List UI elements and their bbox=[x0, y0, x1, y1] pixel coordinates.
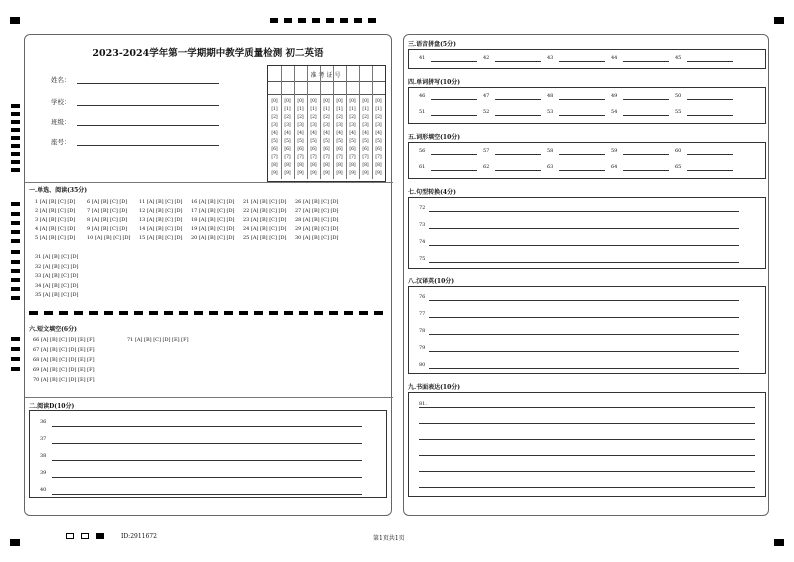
mc-question-row[interactable]: 9 [A] [B] [C] [D] bbox=[87, 226, 128, 232]
mc-question-row[interactable]: 33 [A] [B] [C] [D] bbox=[35, 273, 79, 279]
s6-question-row[interactable]: 67 [A] [B] [C] [D] [E] [F] bbox=[33, 347, 95, 353]
exam-digit-bubble[interactable]: [8] bbox=[336, 163, 343, 168]
exam-digit-bubble[interactable]: [0] bbox=[349, 99, 356, 104]
answer-line[interactable] bbox=[429, 262, 739, 263]
exam-digit-bubble[interactable]: [0] bbox=[336, 99, 343, 104]
exam-digit-bubble[interactable]: [7] bbox=[297, 155, 304, 160]
fill-number: 61 bbox=[419, 164, 426, 170]
writing-line[interactable] bbox=[419, 423, 755, 424]
exam-digit-bubble[interactable]: [4] bbox=[284, 131, 291, 136]
section7-label: 七.句型转换(4分) bbox=[408, 189, 456, 196]
exam-digit-bubble[interactable]: [0] bbox=[323, 99, 330, 104]
mc-question-row[interactable]: 19 [A] [B] [C] [D] bbox=[191, 226, 235, 232]
mc-question-row[interactable]: 28 [A] [B] [C] [D] bbox=[295, 217, 339, 223]
reading-d-number: 38 bbox=[40, 453, 47, 459]
mc-question-row[interactable]: 8 [A] [B] [C] [D] bbox=[87, 217, 128, 223]
line-number: 77 bbox=[419, 311, 426, 317]
footer-id: ID:2911672 bbox=[121, 533, 157, 540]
exam-digit-bubble[interactable]: [8] bbox=[349, 163, 356, 168]
reading-d-line[interactable] bbox=[52, 443, 362, 444]
student-info bbox=[51, 75, 251, 155]
exam-digit-bubble[interactable]: [8] bbox=[362, 163, 369, 168]
fill-number: 42 bbox=[483, 55, 490, 61]
exam-digit-bubble[interactable]: [1] bbox=[297, 107, 304, 112]
mc-question-row[interactable]: 6 [A] [B] [C] [D] bbox=[87, 199, 128, 205]
line-number: 75 bbox=[419, 256, 426, 262]
mc-question-row[interactable]: 11 [A] [B] [C] [D] bbox=[139, 199, 183, 205]
line-number: 80 bbox=[419, 362, 426, 368]
exam-digit-bubble[interactable]: [8] bbox=[323, 163, 330, 168]
line-number: 73 bbox=[419, 222, 426, 228]
exam-digit-bubble[interactable]: [9] bbox=[375, 171, 382, 176]
section5-label: 五.词形填空(10分) bbox=[408, 134, 461, 141]
line-number: 79 bbox=[419, 345, 426, 351]
fill-line[interactable] bbox=[623, 61, 669, 62]
exam-digit-bubble[interactable]: [8] bbox=[271, 163, 278, 168]
mc-question-row[interactable]: 10 [A] [B] [C] [D] bbox=[87, 235, 131, 241]
exam-digit-bubble[interactable]: [9] bbox=[271, 171, 278, 176]
exam-digit-bubble[interactable]: [9] bbox=[284, 171, 291, 176]
fill-number: 46 bbox=[419, 93, 426, 99]
class-label: 班级： bbox=[51, 118, 71, 126]
exam-digit-bubble[interactable]: [7] bbox=[284, 155, 291, 160]
reading-d-box bbox=[29, 410, 387, 498]
exam-digit-bubble[interactable]: [2] bbox=[271, 115, 278, 120]
exam-digit-bubble[interactable]: [0] bbox=[297, 99, 304, 104]
exam-digit-bubble[interactable]: [6] bbox=[362, 147, 369, 152]
mc-question-row[interactable]: 3 [A] [B] [C] [D] bbox=[35, 217, 76, 223]
exam-digit-bubble[interactable]: [7] bbox=[336, 155, 343, 160]
mc-question-row[interactable]: 26 [A] [B] [C] [D] bbox=[295, 199, 339, 205]
section3-label: 三.语音拼盘(5分) bbox=[408, 41, 456, 48]
exam-digit-bubble[interactable]: [6] bbox=[349, 147, 356, 152]
name-field[interactable] bbox=[77, 83, 219, 84]
exam-digit-bubble[interactable]: [7] bbox=[323, 155, 330, 160]
fill-line[interactable] bbox=[495, 170, 541, 171]
fill-line[interactable] bbox=[623, 154, 669, 155]
exam-digit-bubble[interactable]: [8] bbox=[284, 163, 291, 168]
fill-number: 55 bbox=[675, 109, 682, 115]
exam-digit-bubble[interactable]: [5] bbox=[323, 139, 330, 144]
fill-number: 58 bbox=[547, 148, 554, 154]
mc-question-row[interactable]: 25 [A] [B] [C] [D] bbox=[243, 235, 287, 241]
fill-number: 52 bbox=[483, 109, 490, 115]
s4-box bbox=[408, 87, 766, 124]
fill-line[interactable] bbox=[431, 61, 477, 62]
exam-digit-bubble[interactable]: [0] bbox=[375, 99, 382, 104]
fill-number: 62 bbox=[483, 164, 490, 170]
fill-number: 60 bbox=[675, 148, 682, 154]
exam-digit-bubble[interactable]: [1] bbox=[310, 107, 317, 112]
exam-digit-bubble[interactable]: [4] bbox=[323, 131, 330, 136]
footer-boxes bbox=[66, 533, 106, 541]
exam-digit-bubble[interactable]: [2] bbox=[310, 115, 317, 120]
fill-line[interactable] bbox=[623, 115, 669, 116]
exam-digit-bubble[interactable]: [3] bbox=[271, 123, 278, 128]
answer-line[interactable] bbox=[429, 317, 739, 318]
exam-digit-bubble[interactable]: [7] bbox=[310, 155, 317, 160]
fill-number: 47 bbox=[483, 93, 490, 99]
exam-digit-bubble[interactable]: [5] bbox=[336, 139, 343, 144]
exam-digit-bubble[interactable]: [4] bbox=[310, 131, 317, 136]
s3-box bbox=[408, 49, 766, 69]
reading-d-number: 40 bbox=[40, 487, 47, 493]
exam-digit-bubble[interactable]: [2] bbox=[375, 115, 382, 120]
exam-number-grid[interactable] bbox=[267, 65, 386, 182]
line-number: 72 bbox=[419, 205, 426, 211]
fill-line[interactable] bbox=[495, 61, 541, 62]
exam-digit-bubble[interactable]: [4] bbox=[297, 131, 304, 136]
writing-line[interactable] bbox=[419, 471, 755, 472]
exam-digit-bubble[interactable]: [1] bbox=[336, 107, 343, 112]
answer-line[interactable] bbox=[429, 228, 739, 229]
mc-question-row[interactable]: 12 [A] [B] [C] [D] bbox=[139, 208, 183, 214]
answer-line[interactable] bbox=[429, 351, 739, 352]
exam-digit-bubble[interactable]: [4] bbox=[375, 131, 382, 136]
left-panel bbox=[24, 34, 392, 516]
section2-label: 二.阅读D(10分) bbox=[29, 403, 75, 410]
mc-question-row[interactable]: 2 [A] [B] [C] [D] bbox=[35, 208, 76, 214]
fill-number: 64 bbox=[611, 164, 618, 170]
page-title: 2023-2024学年第一学期期中教学质量检测 初二英语 bbox=[92, 48, 324, 59]
mc-question-row[interactable]: 17 [A] [B] [C] [D] bbox=[191, 208, 235, 214]
s7-box bbox=[408, 197, 766, 269]
writing-line[interactable] bbox=[419, 439, 755, 440]
exam-digit-bubble[interactable]: [0] bbox=[271, 99, 278, 104]
s6-question-row[interactable]: 66 [A] [B] [C] [D] [E] [F] bbox=[33, 337, 95, 343]
exam-digit-bubble[interactable]: [3] bbox=[336, 123, 343, 128]
fill-number: 63 bbox=[547, 164, 554, 170]
exam-digit-bubble[interactable]: [9] bbox=[362, 171, 369, 176]
class-field[interactable] bbox=[77, 125, 219, 126]
s6-question-row[interactable]: 68 [A] [B] [C] [D] [E] [F] bbox=[33, 357, 95, 363]
exam-digit-bubble[interactable]: [6] bbox=[310, 147, 317, 152]
mc-question-row[interactable]: 24 [A] [B] [C] [D] bbox=[243, 226, 287, 232]
mc-question-row[interactable]: 20 [A] [B] [C] [D] bbox=[191, 235, 235, 241]
exam-digit-bubble[interactable]: [0] bbox=[362, 99, 369, 104]
answer-line[interactable] bbox=[429, 211, 739, 212]
exam-digit-bubble[interactable]: [1] bbox=[349, 107, 356, 112]
fill-number: 49 bbox=[611, 93, 618, 99]
fill-line[interactable] bbox=[623, 99, 669, 100]
seat-field[interactable] bbox=[77, 145, 219, 146]
exam-digit-bubble[interactable]: [5] bbox=[284, 139, 291, 144]
exam-digit-bubble[interactable]: [5] bbox=[297, 139, 304, 144]
exam-digit-bubble[interactable]: [0] bbox=[310, 99, 317, 104]
exam-digit-bubble[interactable]: [6] bbox=[271, 147, 278, 152]
fill-number: 65 bbox=[675, 164, 682, 170]
exam-digit-bubble[interactable]: [2] bbox=[297, 115, 304, 120]
exam-digit-bubble[interactable]: [1] bbox=[284, 107, 291, 112]
fill-line[interactable] bbox=[431, 99, 477, 100]
mc-question-row[interactable]: 15 [A] [B] [C] [D] bbox=[139, 235, 183, 241]
exam-digit-bubble[interactable]: [5] bbox=[310, 139, 317, 144]
mc-question-row[interactable]: 29 [A] [B] [C] [D] bbox=[295, 226, 339, 232]
reading-d-number: 37 bbox=[40, 436, 47, 442]
exam-digit-bubble[interactable]: [2] bbox=[323, 115, 330, 120]
exam-digit-bubble[interactable]: [7] bbox=[349, 155, 356, 160]
mc-question-row[interactable]: 13 [A] [B] [C] [D] bbox=[139, 217, 183, 223]
exam-digit-bubble[interactable]: [9] bbox=[336, 171, 343, 176]
reading-d-number: 36 bbox=[40, 419, 47, 425]
mc-question-row[interactable]: 4 [A] [B] [C] [D] bbox=[35, 226, 76, 232]
fill-line[interactable] bbox=[559, 115, 605, 116]
mc-question-row[interactable]: 30 [A] [B] [C] [D] bbox=[295, 235, 339, 241]
reading-d-line[interactable] bbox=[52, 460, 362, 461]
corner-mark bbox=[774, 539, 784, 546]
mc-question-row[interactable]: 1 [A] [B] [C] [D] bbox=[35, 199, 76, 205]
exam-digit-bubble[interactable]: [4] bbox=[271, 131, 278, 136]
answer-line[interactable] bbox=[429, 334, 739, 335]
fill-line[interactable] bbox=[559, 99, 605, 100]
exam-digit-bubble[interactable]: [7] bbox=[271, 155, 278, 160]
seat-label: 座号： bbox=[51, 138, 71, 146]
exam-digit-bubble[interactable]: [8] bbox=[375, 163, 382, 168]
exam-digit-bubble[interactable]: [2] bbox=[362, 115, 369, 120]
section8-label: 八.汉译英(10分) bbox=[408, 278, 455, 285]
answer-line[interactable] bbox=[429, 300, 739, 301]
mc-question-row[interactable]: 16 [A] [B] [C] [D] bbox=[191, 199, 235, 205]
left-timing-marks bbox=[11, 104, 21, 374]
exam-digit-bubble[interactable]: [6] bbox=[375, 147, 382, 152]
fill-line[interactable] bbox=[431, 170, 477, 171]
fill-line[interactable] bbox=[687, 170, 733, 171]
line-number: 76 bbox=[419, 294, 426, 300]
mc-question-row[interactable]: 32 [A] [B] [C] [D] bbox=[35, 263, 79, 270]
exam-digit-bubble[interactable]: [8] bbox=[310, 163, 317, 168]
exam-digit-bubble[interactable]: [4] bbox=[336, 131, 343, 136]
fill-number: 51 bbox=[419, 109, 426, 115]
exam-digit-bubble[interactable]: [6] bbox=[323, 147, 330, 152]
fill-line[interactable] bbox=[431, 115, 477, 116]
fill-number: 43 bbox=[547, 55, 554, 61]
exam-digit-bubble[interactable]: [1] bbox=[375, 107, 382, 112]
school-field[interactable] bbox=[77, 105, 219, 106]
exam-digit-bubble[interactable]: [1] bbox=[323, 107, 330, 112]
s6-question-row[interactable]: 70 [A] [B] [C] [D] [E] [F] bbox=[33, 377, 95, 383]
school-label: 学校： bbox=[51, 98, 71, 106]
corner-mark bbox=[10, 539, 20, 546]
exam-digit-bubble[interactable]: [0] bbox=[284, 99, 291, 104]
exam-digit-bubble[interactable]: [4] bbox=[362, 131, 369, 136]
s9-start: 81. bbox=[419, 401, 427, 407]
fill-number: 41 bbox=[419, 55, 426, 61]
mc-question-row[interactable]: 21 [A] [B] [C] [D] bbox=[243, 199, 287, 205]
reading-d-number: 39 bbox=[40, 470, 47, 476]
s8-box bbox=[408, 286, 766, 374]
writing-line[interactable] bbox=[419, 455, 755, 456]
exam-digit-bubble[interactable]: [7] bbox=[375, 155, 382, 160]
exam-digit-bubble[interactable]: [5] bbox=[271, 139, 278, 144]
writing-line[interactable] bbox=[419, 487, 755, 488]
s6-question-row[interactable]: 71 [A] [B] [C] [D] [E] [F] bbox=[127, 337, 189, 343]
fill-line[interactable] bbox=[623, 170, 669, 171]
exam-digit-bubble[interactable]: [9] bbox=[310, 171, 317, 176]
mc-question-row[interactable]: 18 [A] [B] [C] [D] bbox=[191, 217, 235, 223]
line-number: 74 bbox=[419, 239, 426, 245]
top-timing-marks bbox=[270, 18, 382, 24]
fill-number: 56 bbox=[419, 148, 426, 154]
writing-line[interactable] bbox=[419, 407, 755, 408]
right-panel bbox=[403, 34, 769, 516]
answer-line[interactable] bbox=[429, 245, 739, 246]
mc-question-row[interactable]: 22 [A] [B] [C] [D] bbox=[243, 208, 287, 214]
fill-line[interactable] bbox=[559, 170, 605, 171]
mc-question-row[interactable]: 31 [A] [B] [C] [D] bbox=[35, 254, 79, 260]
fill-number: 48 bbox=[547, 93, 554, 99]
exam-digit-bubble[interactable]: [1] bbox=[271, 107, 278, 112]
fill-line[interactable] bbox=[559, 154, 605, 155]
mc-answer-grid[interactable] bbox=[35, 199, 385, 299]
section1-label: 一.单选、阅读(35分) bbox=[29, 187, 88, 194]
mc-question-row[interactable]: 14 [A] [B] [C] [D] bbox=[139, 226, 183, 232]
fill-line[interactable] bbox=[687, 115, 733, 116]
section9-label: 九.书面表达(10分) bbox=[408, 384, 461, 391]
exam-digit-bubble[interactable]: [9] bbox=[349, 171, 356, 176]
fill-number: 54 bbox=[611, 109, 618, 115]
s9-box bbox=[408, 392, 766, 497]
reading-d-line[interactable] bbox=[52, 494, 362, 495]
exam-digit-bubble[interactable]: [5] bbox=[362, 139, 369, 144]
mc-question-row[interactable]: 35 [A] [B] [C] [D] bbox=[35, 292, 79, 298]
section4-label: 四.单词拼写(10分) bbox=[408, 79, 461, 86]
exam-digit-bubble[interactable]: [6] bbox=[284, 147, 291, 152]
fill-number: 53 bbox=[547, 109, 554, 115]
exam-digit-bubble[interactable]: [2] bbox=[349, 115, 356, 120]
fill-line[interactable] bbox=[687, 99, 733, 100]
fill-number: 57 bbox=[483, 148, 490, 154]
fill-line[interactable] bbox=[431, 154, 477, 155]
mc-question-row[interactable]: 7 [A] [B] [C] [D] bbox=[87, 208, 128, 214]
s6-answer-grid[interactable] bbox=[33, 337, 283, 387]
fill-line[interactable] bbox=[495, 115, 541, 116]
name-label: 姓名： bbox=[51, 76, 71, 84]
mc-question-row[interactable]: 23 [A] [B] [C] [D] bbox=[243, 217, 287, 223]
mc-question-row[interactable]: 34 [A] [B] [C] [D] bbox=[35, 282, 79, 289]
divider-marks bbox=[29, 311, 389, 316]
fill-line[interactable] bbox=[495, 154, 541, 155]
s6-question-row[interactable]: 69 [A] [B] [C] [D] [E] [F] bbox=[33, 367, 95, 373]
corner-mark bbox=[10, 17, 20, 24]
exam-digit-bubble[interactable]: [6] bbox=[336, 147, 343, 152]
exam-digit-bubble[interactable]: [8] bbox=[297, 163, 304, 168]
s5-box bbox=[408, 142, 766, 179]
reading-d-line[interactable] bbox=[52, 426, 362, 427]
mc-question-row[interactable]: 5 [A] [B] [C] [D] bbox=[35, 235, 76, 241]
exam-digit-bubble[interactable]: [3] bbox=[323, 123, 330, 128]
exam-number-label: 准考证号 bbox=[310, 72, 343, 79]
fill-line[interactable] bbox=[687, 61, 733, 62]
exam-digit-bubble[interactable]: [3] bbox=[284, 123, 291, 128]
exam-digit-bubble[interactable]: [2] bbox=[284, 115, 291, 120]
exam-digit-bubble[interactable]: [7] bbox=[362, 155, 369, 160]
exam-digit-bubble[interactable]: [3] bbox=[310, 123, 317, 128]
exam-digit-bubble[interactable]: [3] bbox=[297, 123, 304, 128]
exam-digit-bubble[interactable]: [2] bbox=[336, 115, 343, 120]
exam-digit-bubble[interactable]: [1] bbox=[362, 107, 369, 112]
exam-digit-bubble[interactable]: [3] bbox=[349, 123, 356, 128]
fill-line[interactable] bbox=[559, 61, 605, 62]
exam-digit-bubble[interactable]: [3] bbox=[375, 123, 382, 128]
exam-digit-bubble[interactable]: [5] bbox=[349, 139, 356, 144]
line-number: 78 bbox=[419, 328, 426, 334]
reading-d-line[interactable] bbox=[52, 477, 362, 478]
mc-question-row[interactable]: 27 [A] [B] [C] [D] bbox=[295, 208, 339, 214]
exam-digit-bubble[interactable]: [6] bbox=[297, 147, 304, 152]
fill-number: 44 bbox=[611, 55, 618, 61]
footer-page: 第1页共1页 bbox=[373, 535, 405, 542]
exam-digit-bubble[interactable]: [3] bbox=[362, 123, 369, 128]
section6-label: 六.短文填空(6分) bbox=[29, 326, 77, 333]
exam-digit-bubble[interactable]: [5] bbox=[375, 139, 382, 144]
fill-line[interactable] bbox=[687, 154, 733, 155]
fill-number: 45 bbox=[675, 55, 682, 61]
corner-mark bbox=[774, 17, 784, 24]
exam-digit-bubble[interactable]: [9] bbox=[323, 171, 330, 176]
exam-digit-bubble[interactable]: [9] bbox=[297, 171, 304, 176]
fill-number: 50 bbox=[675, 93, 682, 99]
exam-digit-bubble[interactable]: [4] bbox=[349, 131, 356, 136]
fill-line[interactable] bbox=[495, 99, 541, 100]
fill-number: 59 bbox=[611, 148, 618, 154]
answer-line[interactable] bbox=[429, 368, 739, 369]
